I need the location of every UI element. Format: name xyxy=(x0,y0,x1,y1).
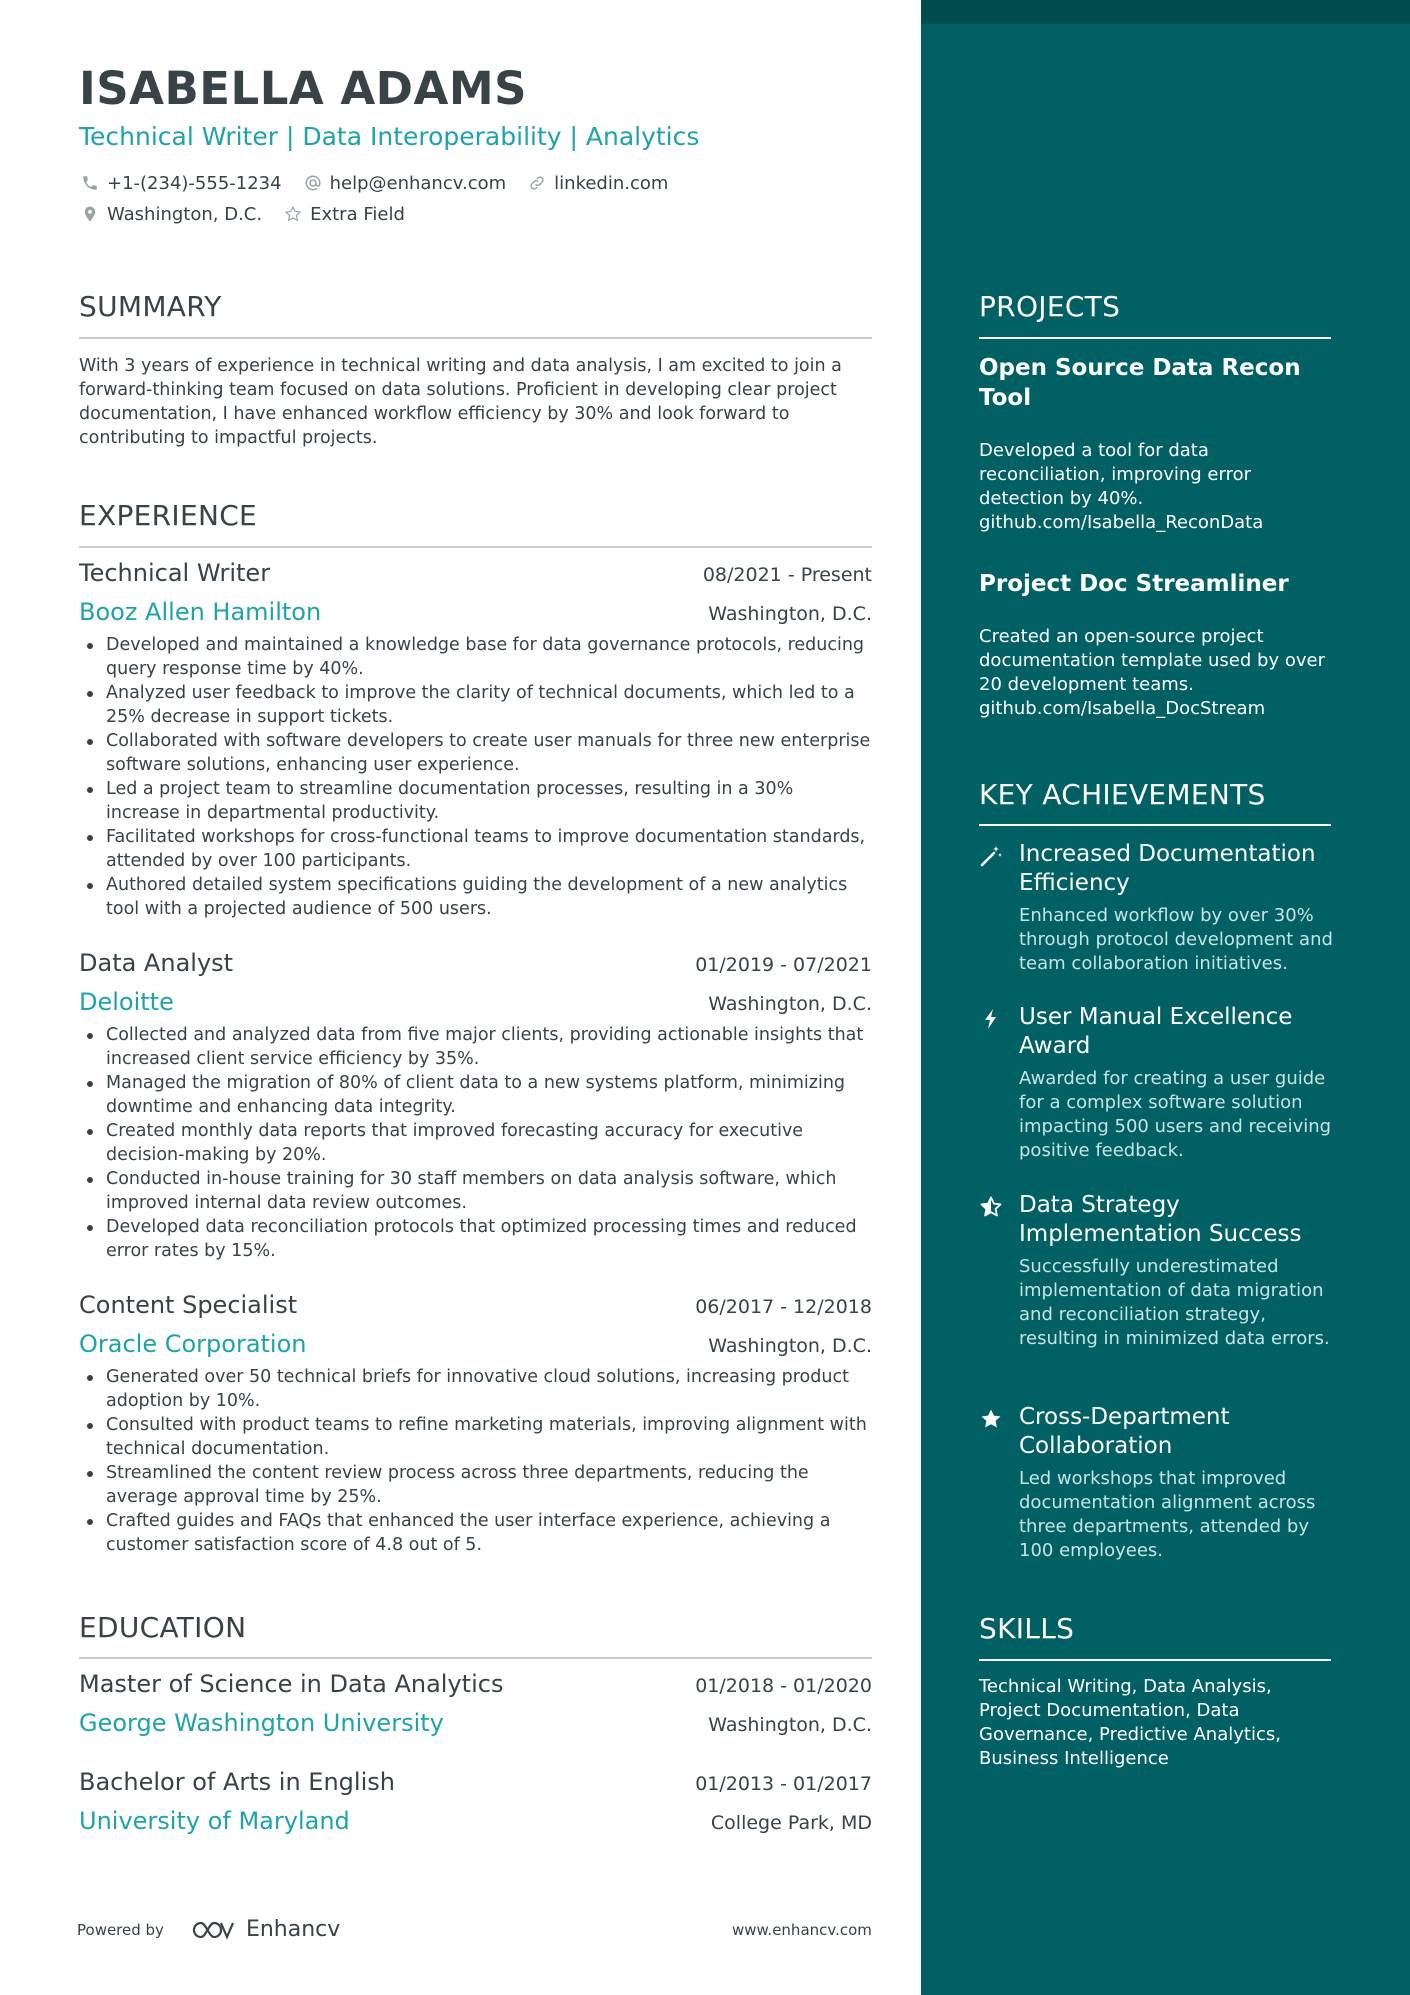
achievements-heading: KEY ACHIEVEMENTS xyxy=(979,778,1266,811)
skills-text: Technical Writing, Data Analysis, Project Documentation, Data Governance, Predictive Analytics, Business Intelligence xyxy=(979,1676,1281,1769)
project-description: Created an open-source project documentation template used by over 20 development teams. github.com/Isabella_DocStream xyxy=(979,626,1325,719)
degree: Bachelor of Arts in English xyxy=(79,1768,395,1796)
job-bullets xyxy=(79,1365,872,1557)
project-title: Project Doc Streamliner xyxy=(979,571,1289,597)
job-role: Data Analyst xyxy=(79,949,234,977)
achievement-title: Data Strategy Implementation Success xyxy=(1019,1192,1302,1247)
education-dates: 01/2018 - 01/2020 xyxy=(695,1675,872,1697)
job-bullet: Collaborated with software developers to create user manuals for three new enterprise software solutions, enhancing user experience. xyxy=(79,729,872,777)
candidate-name: ISABELLA ADAMS xyxy=(79,62,528,115)
job-bullet: Analyzed user feedback to improve the clarity of technical documents, which led to a 25% decrease in support tickets. xyxy=(79,681,872,729)
project-item xyxy=(979,353,1331,535)
achievement-description: Successfully underestimated implementation of data migration and reconciliation strategy, resulting in minimized data errors. xyxy=(1019,1256,1330,1349)
phone-item xyxy=(79,172,282,194)
education-entry xyxy=(79,1670,872,1743)
projects-divider xyxy=(979,337,1331,339)
job-company: Oracle Corporation xyxy=(79,1330,307,1358)
candidate-title: Technical Writer | Data Interoperability | Analytics xyxy=(79,122,700,151)
education-dates: 01/2013 - 01/2017 xyxy=(695,1773,872,1795)
job-entry xyxy=(79,949,872,1263)
extra-field-text: Extra Field xyxy=(310,203,405,225)
summary-heading: SUMMARY xyxy=(79,290,222,323)
map-pin-icon xyxy=(79,203,101,225)
education-entry xyxy=(79,1768,872,1841)
job-bullets xyxy=(79,1023,872,1263)
contact-row-2 xyxy=(79,203,425,225)
footer-url[interactable]: www.enhancv.com xyxy=(732,1921,872,1939)
project-item xyxy=(979,569,1331,721)
job-entry xyxy=(79,1291,872,1557)
summary-text: With 3 years of experience in technical writing and data analysis, I am excited to join a forward-thinking team focused on data solutions. Proficient in developing clear project documentation, I have enhanced workflow efficiency by 30% and look forward to contributing to impactful projects. xyxy=(79,356,842,448)
phone-icon xyxy=(79,172,101,194)
job-bullet: Developed data reconciliation protocols that optimized processing times and reduced error rates by 15%. xyxy=(79,1215,872,1263)
brand-name: Enhancv xyxy=(245,1917,341,1942)
at-sign-icon xyxy=(302,172,324,194)
achievement-item xyxy=(979,840,1339,976)
location-item xyxy=(79,203,262,225)
job-bullet: Consulted with product teams to refine marketing materials, improving alignment with technical documentation. xyxy=(79,1413,872,1461)
school: George Washington University xyxy=(79,1709,444,1737)
email-item[interactable] xyxy=(302,172,507,194)
skills-divider xyxy=(979,1659,1331,1661)
job-location: Washington, D.C. xyxy=(708,993,872,1015)
sidebar xyxy=(921,0,1410,1995)
job-role: Content Specialist xyxy=(79,1291,298,1319)
achievement-title: Cross-Department Collaboration xyxy=(1019,1404,1230,1459)
email-text[interactable]: help@enhancv.com xyxy=(329,172,507,194)
brand-logo[interactable] xyxy=(190,1917,340,1942)
job-bullet: Crafted guides and FAQs that enhanced the user interface experience, achieving a customer satisfaction score of 4.8 out of 5. xyxy=(79,1509,872,1557)
phone-text: +1-(234)-555-1234 xyxy=(107,172,282,194)
job-location: Washington, D.C. xyxy=(708,1335,872,1357)
job-bullet: Authored detailed system specifications guiding the development of a new analytics tool with a projected audience of 500 users. xyxy=(79,873,872,921)
location-text: Washington, D.C. xyxy=(107,203,263,225)
enhancv-logo-icon xyxy=(190,1918,236,1942)
job-bullet: Streamlined the content review process across three departments, reducing the average approval time by 25%. xyxy=(79,1461,872,1509)
skills-heading: SKILLS xyxy=(979,1612,1075,1645)
achievement-title: Increased Documentation Efficiency xyxy=(1019,841,1316,896)
school: University of Maryland xyxy=(79,1807,350,1835)
powered-by-label: Powered by xyxy=(77,1920,164,1939)
education-divider xyxy=(79,1657,872,1659)
magic-wand-icon xyxy=(979,840,1019,976)
achievement-item xyxy=(979,1003,1339,1163)
achievement-item xyxy=(979,1191,1339,1351)
contact-row-1 xyxy=(79,172,688,194)
summary-divider xyxy=(79,337,872,339)
job-bullet: Collected and analyzed data from five major clients, providing actionable insights that increased client service efficiency by 35%. xyxy=(79,1023,872,1071)
job-bullets xyxy=(79,633,872,921)
achievements-divider xyxy=(979,824,1331,826)
job-location: Washington, D.C. xyxy=(708,603,872,625)
link-icon xyxy=(526,172,548,194)
project-description: Developed a tool for data reconciliation, improving error detection by 40%. github.com/Isabella_ReconData xyxy=(979,440,1264,533)
lightning-bolt-icon xyxy=(979,1003,1019,1163)
degree: Master of Science in Data Analytics xyxy=(79,1670,504,1698)
achievement-description: Led workshops that improved documentation alignment across three departments, attended by 100 employees. xyxy=(1019,1468,1316,1561)
education-heading: EDUCATION xyxy=(79,1611,247,1644)
experience-divider xyxy=(79,546,872,548)
job-bullet: Managed the migration of 80% of client data to a new systems platform, minimizing downtime and enhancing data integrity. xyxy=(79,1071,872,1119)
star-icon xyxy=(979,1403,1019,1563)
project-title: Open Source Data Recon Tool xyxy=(979,355,1301,411)
star-outline-icon xyxy=(282,203,304,225)
job-dates: 01/2019 - 07/2021 xyxy=(695,954,872,976)
linkedin-text[interactable]: linkedin.com xyxy=(554,172,669,194)
achievement-description: Awarded for creating a user guide for a complex software solution impacting 500 users and receiving positive feedback. xyxy=(1019,1068,1332,1161)
job-bullet: Developed and maintained a knowledge base for data governance protocols, reducing query response time by 40%. xyxy=(79,633,872,681)
education-location: Washington, D.C. xyxy=(708,1714,872,1736)
education-location: College Park, MD xyxy=(710,1812,872,1834)
job-bullet: Created monthly data reports that improved forecasting accuracy for executive decision-making by 20%. xyxy=(79,1119,872,1167)
job-company: Deloitte xyxy=(79,988,174,1016)
projects-heading: PROJECTS xyxy=(979,290,1121,323)
star-half-icon xyxy=(979,1191,1019,1351)
job-bullet: Generated over 50 technical briefs for innovative cloud solutions, increasing product adoption by 10%. xyxy=(79,1365,872,1413)
job-dates: 08/2021 - Present xyxy=(702,564,872,586)
job-dates: 06/2017 - 12/2018 xyxy=(695,1296,872,1318)
job-role: Technical Writer xyxy=(79,559,271,587)
sidebar-top-band xyxy=(921,0,1410,24)
job-bullet: Facilitated workshops for cross-functional teams to improve documentation standards, attended by over 100 participants. xyxy=(79,825,872,873)
achievement-description: Enhanced workflow by over 30% through protocol development and team collaboration initiatives. xyxy=(1019,905,1333,974)
job-bullet: Led a project team to streamline documentation processes, resulting in a 30% increase in departmental productivity. xyxy=(79,777,872,825)
footer-brand xyxy=(77,1917,340,1942)
linkedin-item[interactable] xyxy=(526,172,668,194)
achievement-title: User Manual Excellence Award xyxy=(1019,1004,1293,1059)
experience-heading: EXPERIENCE xyxy=(79,499,258,532)
achievement-item xyxy=(979,1403,1339,1563)
job-bullet: Conducted in-house training for 30 staff members on data analysis software, which improved internal data review outcomes. xyxy=(79,1167,872,1215)
job-company: Booz Allen Hamilton xyxy=(79,598,322,626)
extra-field-item xyxy=(282,203,405,225)
job-entry xyxy=(79,559,872,921)
